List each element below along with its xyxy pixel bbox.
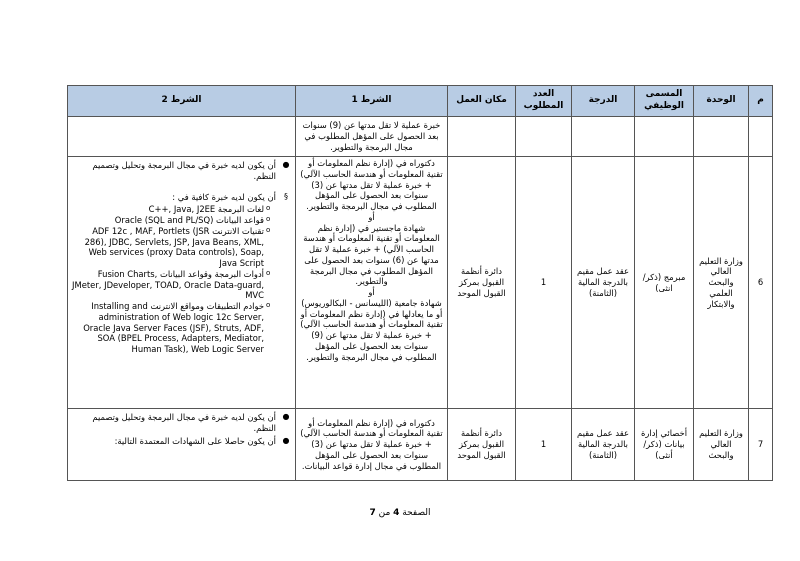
cell-unit: وزارة التعليم العالي والبحث xyxy=(694,409,749,481)
skill-text: أدوات البرمجة وقواعد البيانات Fusion Charts, JMeter, JDeveloper, TOAD, Oracle Data-guard, MVC xyxy=(72,268,264,301)
cell-cond1: دكتوراه في (إدارة نظم المعلومات أو تقنية المعلومات أو هندسة الحاسب الآلي) + خبرة عملية لا تقل مدتها عن (3) سنوات بعد الحصول على المؤهل المطلوب في مجال إدارة قواعد البيانات. xyxy=(296,409,448,481)
cond1-doctorate: دكتوراه في (إدارة نظم المعلومات أو تقنية المعلومات أو هندسة الحاسب الآلي) + خبرة عملية لا تقل مدتها عن (3) سنوات بعد الحصول على المؤهل المطلوب في مجال البرمجة والتطوير. xyxy=(300,158,443,211)
cond1-bachelor: شهادة جامعية (الليسانس - البكالوريوس) أو ما يعادلها في (إدارة نظم المعلومات أو تقنية المعلومات أو هندسة الحاسب الآلي) + خبرة عملية لا تقل مدتها عن (9) سنوات بعد الحصول على المؤهل المطلوب في مجال البرمجة والتطوير. xyxy=(300,297,443,362)
cell-index: 6 xyxy=(749,157,773,409)
list-item xyxy=(71,436,292,447)
circle-bullet-icon: o xyxy=(266,204,271,213)
cell-cond1 xyxy=(296,157,448,409)
table-row-6 xyxy=(68,157,773,409)
header-unit: الوحدة xyxy=(694,86,749,117)
list-item xyxy=(71,215,292,226)
list-item xyxy=(71,412,292,434)
circle-bullet-icon: o xyxy=(266,268,271,277)
cell-empty xyxy=(635,117,694,157)
bullet-icon: ● xyxy=(282,435,290,445)
header-title: المسمى الوظيفي xyxy=(635,86,694,117)
cell-cond2 xyxy=(68,409,296,481)
cell-title: أخصائي إدارة بيانات (ذكر/ أنثى) xyxy=(635,409,694,481)
list-item xyxy=(71,301,292,355)
header-cond2: الشرط 2 xyxy=(68,86,296,117)
skill-text: لغات البرمجة C++, Java, J2EE xyxy=(148,204,264,215)
footer-page-total: 7 xyxy=(369,508,376,518)
bullet-icon: ● xyxy=(282,160,290,169)
footer-prefix: الصفحة xyxy=(402,508,431,518)
cell-unit: وزارة التعليم العالي والبحث العلمي والابتكار xyxy=(694,157,749,409)
cell-cond2 xyxy=(68,157,296,409)
cell-place: دائرة أنظمة القبول بمركز القبول الموحد xyxy=(448,157,516,409)
cell-count: 1 xyxy=(516,409,572,481)
footer-page-number: 4 xyxy=(393,508,400,518)
cell-cond1: خبرة عملية لا تقل مدتها عن (9) سنوات بعد الحصول على المؤهل المطلوب في مجال البرمجة والتطوير. xyxy=(296,117,448,157)
cell-empty xyxy=(749,117,773,157)
circle-bullet-icon: o xyxy=(266,215,271,223)
cell-empty xyxy=(68,117,296,157)
cond1-or: أو xyxy=(368,287,375,297)
section-marker-icon: § xyxy=(284,191,288,201)
circle-bullet-icon: o xyxy=(266,225,271,234)
list-item xyxy=(71,192,292,203)
bullet-icon: ● xyxy=(282,412,290,421)
cell-grade: عقد عمل مقيم بالدرجة المالية (الثامنة) xyxy=(572,409,635,481)
list-item xyxy=(71,204,292,215)
cond2-text: أن يكون لديه خبرة في مجال البرمجة وتحليل وتصميم النظم. xyxy=(92,412,276,433)
cond2-list xyxy=(71,160,292,202)
footer-of: من xyxy=(378,508,391,518)
cond2-text: أن يكون حاصلا على الشهادات المعتمدة التالية: xyxy=(114,435,276,446)
header-grade: الدرجة xyxy=(572,86,635,117)
cond2-list xyxy=(71,412,292,446)
circle-bullet-icon: o xyxy=(266,301,271,309)
cell-empty xyxy=(694,117,749,157)
cond1-masters: شهادة ماجستير في (إدارة نظم المعلومات أو تقنية المعلومات أو هندسة الحاسب الآلي) + خبرة عملية لا تقل مدتها عن (6) سنوات بعد الحصول على المؤهل المطلوب في مجال البرمجة والتطوير. xyxy=(303,222,440,287)
spacer xyxy=(71,184,292,190)
skill-text: قواعد البيانات Oracle (SQL and PL/SQ) xyxy=(114,215,264,225)
table-header-row xyxy=(68,86,773,117)
cond2-text: أن يكون لديه خبرة كافية في : xyxy=(172,191,276,202)
cond1-or: أو xyxy=(368,211,375,222)
cell-empty xyxy=(572,117,635,157)
skill-text: تقنيات الانترنت ADF 12c , MAF, Portlets (JSR 286), JDBC, Servlets, JSP, Java Beans, XML, Web services (proxy Data controls), Soap, Java Script xyxy=(84,225,264,268)
header-cond1: الشرط 1 xyxy=(296,86,448,117)
table-row-continued xyxy=(68,117,773,157)
header-count: العدد المطلوب xyxy=(516,86,572,117)
list-item xyxy=(71,160,292,182)
cell-place: دائرة أنظمة القبول بمركز القبول الموحد xyxy=(448,409,516,481)
cond2-text: أن يكون لديه خبرة في مجال البرمجة وتحليل وتصميم النظم. xyxy=(92,160,276,181)
cell-empty xyxy=(516,117,572,157)
cell-count: 1 xyxy=(516,157,572,409)
table-row-7 xyxy=(68,409,773,481)
skill-text: خوادم التطبيقات ومواقع الانترنت Installing and administration of Web logic 12c Server, Oracle Java Server Faces (JSF), Struts, ADF, SOA (BPEL Process, Adapters, Mediator, Human Task), Web Logic Server xyxy=(83,301,264,354)
cell-index: 7 xyxy=(749,409,773,481)
page-footer xyxy=(0,508,800,518)
header-index: م xyxy=(749,86,773,117)
jobs-table xyxy=(67,85,773,481)
cell-grade: عقد عمل مقيم بالدرجة المالية (الثامنة) xyxy=(572,157,635,409)
cell-empty xyxy=(448,117,516,157)
list-item xyxy=(71,269,292,301)
cond2-sublist xyxy=(71,204,292,355)
list-item xyxy=(71,226,292,269)
header-place: مكان العمل xyxy=(448,86,516,117)
cell-title: مبرمج (ذكر/ انثى) xyxy=(635,157,694,409)
